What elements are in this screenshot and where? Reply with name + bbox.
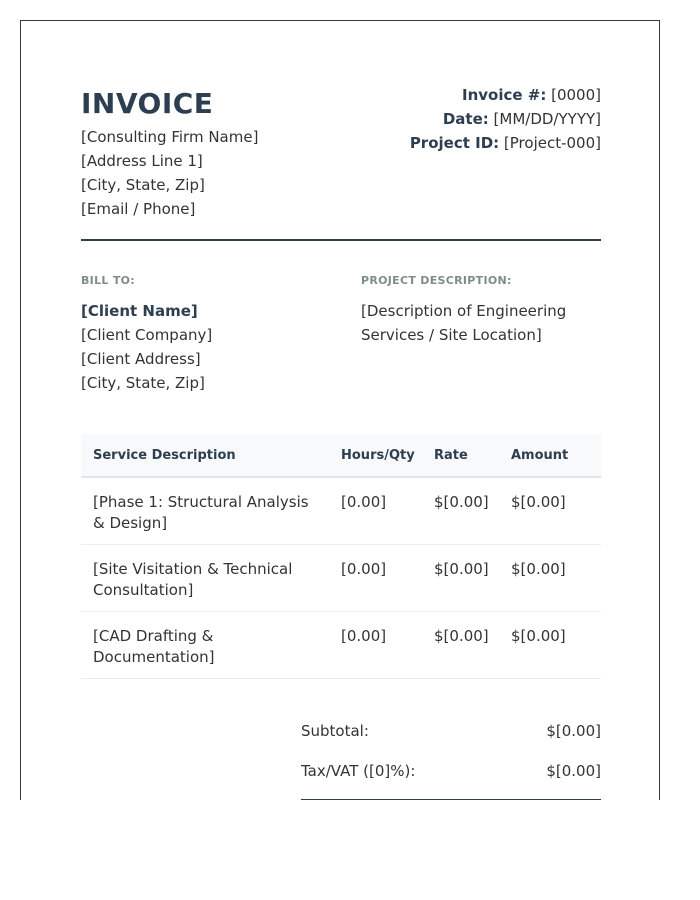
- bill-to-section: [81, 274, 341, 395]
- table-row: [81, 545, 601, 612]
- row-amount: $[0.00]: [499, 545, 601, 612]
- firm-info: [81, 125, 258, 221]
- tax-value: $[0.00]: [546, 762, 601, 780]
- row-qty: [0.00]: [329, 477, 422, 545]
- tax-label: Tax/VAT ([0]%):: [301, 762, 416, 780]
- row-rate: $[0.00]: [422, 612, 499, 679]
- project-id-label: Project ID:: [409, 134, 500, 152]
- bill-to-lines: [81, 299, 341, 395]
- table-header-row: [81, 434, 601, 477]
- project-id-row: [410, 131, 601, 155]
- tax-row: [301, 751, 601, 791]
- row-rate: $[0.00]: [422, 477, 499, 545]
- invoice-title: INVOICE: [81, 87, 214, 120]
- totals-divider: [301, 799, 601, 800]
- firm-name: [Consulting Firm Name]: [81, 128, 259, 146]
- row-qty: [0.00]: [329, 545, 422, 612]
- firm-contact: [Email / Phone]: [81, 200, 196, 218]
- client-name: [Client Name]: [81, 302, 198, 320]
- project-description-section: [361, 274, 601, 347]
- header-divider: [81, 239, 601, 241]
- row-amount: $[0.00]: [499, 477, 601, 545]
- firm-address: [Address Line 1]: [81, 152, 203, 170]
- row-qty: [0.00]: [329, 612, 422, 679]
- row-description: [Phase 1: Structural Analysis & Design]: [81, 477, 329, 545]
- row-description: [CAD Drafting & Documentation]: [81, 612, 329, 679]
- subtotal-value: $[0.00]: [546, 722, 601, 740]
- table-row: [81, 612, 601, 679]
- row-amount: $[0.00]: [499, 612, 601, 679]
- client-address: [Client Address]: [81, 350, 201, 368]
- project-description-text: [Description of Engineering Services / Site Location]: [361, 302, 567, 344]
- project-id-value: [Project-000]: [503, 134, 601, 152]
- invoice-date-value: [MM/DD/YYYY]: [493, 110, 601, 128]
- subtotal-label: Subtotal:: [301, 722, 369, 740]
- header-hours-qty: Hours/Qty: [329, 434, 422, 477]
- header-service-description: Service Description: [81, 434, 329, 477]
- table-row: [81, 477, 601, 545]
- services-table: [81, 434, 601, 679]
- row-rate: $[0.00]: [422, 545, 499, 612]
- invoice-meta: [410, 83, 601, 155]
- bill-to-label: BILL TO:: [81, 274, 135, 287]
- invoice-number-label: Invoice #:: [461, 86, 547, 104]
- invoice-date-row: [410, 107, 601, 131]
- client-city-state-zip: [City, State, Zip]: [81, 374, 205, 392]
- invoice-number-row: [410, 83, 601, 107]
- subtotal-row: [301, 711, 601, 751]
- row-description: [Site Visitation & Technical Consultation]: [81, 545, 329, 612]
- invoice-number-value: [0000]: [551, 86, 601, 104]
- firm-city-state-zip: [City, State, Zip]: [81, 176, 205, 194]
- client-company: [Client Company]: [81, 326, 213, 344]
- totals-section: [301, 711, 601, 800]
- invoice-sheet: [20, 20, 660, 800]
- project-description-label: PROJECT DESCRIPTION:: [361, 274, 512, 287]
- header-amount: Amount: [499, 434, 601, 477]
- invoice-date-label: Date:: [442, 110, 489, 128]
- header-rate: Rate: [422, 434, 499, 477]
